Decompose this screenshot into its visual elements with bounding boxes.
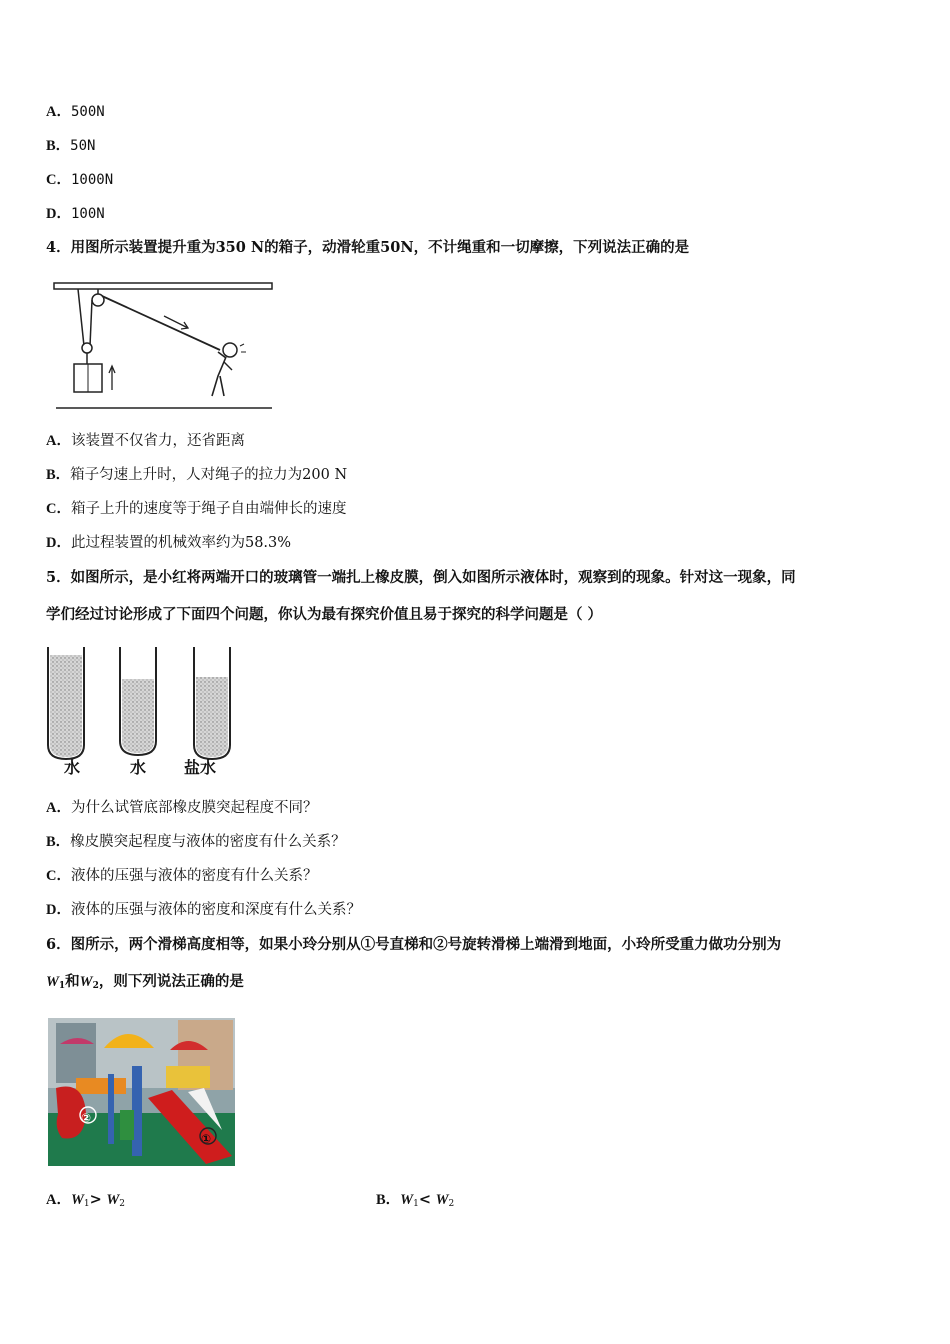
q6-option-b[interactable]: B．$W_1< W_2$ <box>376 1191 455 1209</box>
person-head <box>223 343 237 357</box>
q4-option-c[interactable]: C．箱子上升的速度等于绳子自由端伸长的速度 <box>46 501 347 517</box>
q5-option-c[interactable]: C．液体的压强与液体的密度有什么关系？ <box>46 868 318 884</box>
q4-option-d[interactable]: D．此过程装置的机械效率约为58.3% <box>46 535 292 551</box>
q5-option-a[interactable]: A．为什么试管底部橡皮膜突起程度不同？ <box>46 800 318 816</box>
tube-2 <box>120 647 156 755</box>
q5-option-d[interactable]: D．液体的压强与液体的密度和深度有什么关系？ <box>46 902 361 918</box>
q6-option-a[interactable]: A．$W_1> W_2$ <box>46 1191 126 1209</box>
slide-label-1: ① <box>201 1132 212 1146</box>
tube-label-1: 水 <box>64 758 81 777</box>
ceiling-beam <box>54 283 272 289</box>
q5-option-b[interactable]: B．橡皮膜突起程度与液体的密度有什么关系？ <box>46 834 346 850</box>
q5-stem-line1: 5．如图所示，是小红将两端开口的玻璃管一端扎上橡皮膜，倒入如图所示液体时，观察到的现象。针对这一现象，同 <box>46 569 796 586</box>
q6-stem-line2: $W_1$和$W_2$，则下列说法正确的是 <box>46 973 244 991</box>
q3-option-d[interactable]: D．100N <box>46 206 105 222</box>
q3-option-a[interactable]: A．500N <box>46 104 105 120</box>
tube-label-2: 水 <box>130 758 147 777</box>
q3-option-b[interactable]: B．50N <box>46 138 96 154</box>
tube-3 <box>194 647 230 759</box>
q5-stem-line2: 学们经过讨论形成了下面四个问题，你认为最有探究价值且易于探究的科学问题是（ ） <box>46 606 603 623</box>
q6-stem-line1: 6．图所示，两个滑梯高度相等，如果小玲分别从①号直梯和②号旋转滑梯上端滑到地面，小玲所受重力做功分别为 <box>46 936 782 953</box>
q3-option-c[interactable]: C．1000N <box>46 172 114 188</box>
q4-option-a[interactable]: A．该装置不仅省力，还省距离 <box>46 433 245 449</box>
pulley-figure <box>52 278 276 414</box>
q4-option-b[interactable]: B．箱子匀速上升时，人对绳子的拉力为200 N <box>46 467 348 483</box>
q4-stem: 4．用图所示装置提升重为350 N的箱子，动滑轮重50N，不计绳重和一切摩擦，下列说法正确的是 <box>46 239 690 256</box>
slide-label-2: ② <box>81 1111 92 1125</box>
movable-pulley <box>82 343 92 353</box>
tube-1 <box>48 647 84 759</box>
rope <box>102 296 220 350</box>
tube-label-3: 盐水 <box>184 758 217 777</box>
